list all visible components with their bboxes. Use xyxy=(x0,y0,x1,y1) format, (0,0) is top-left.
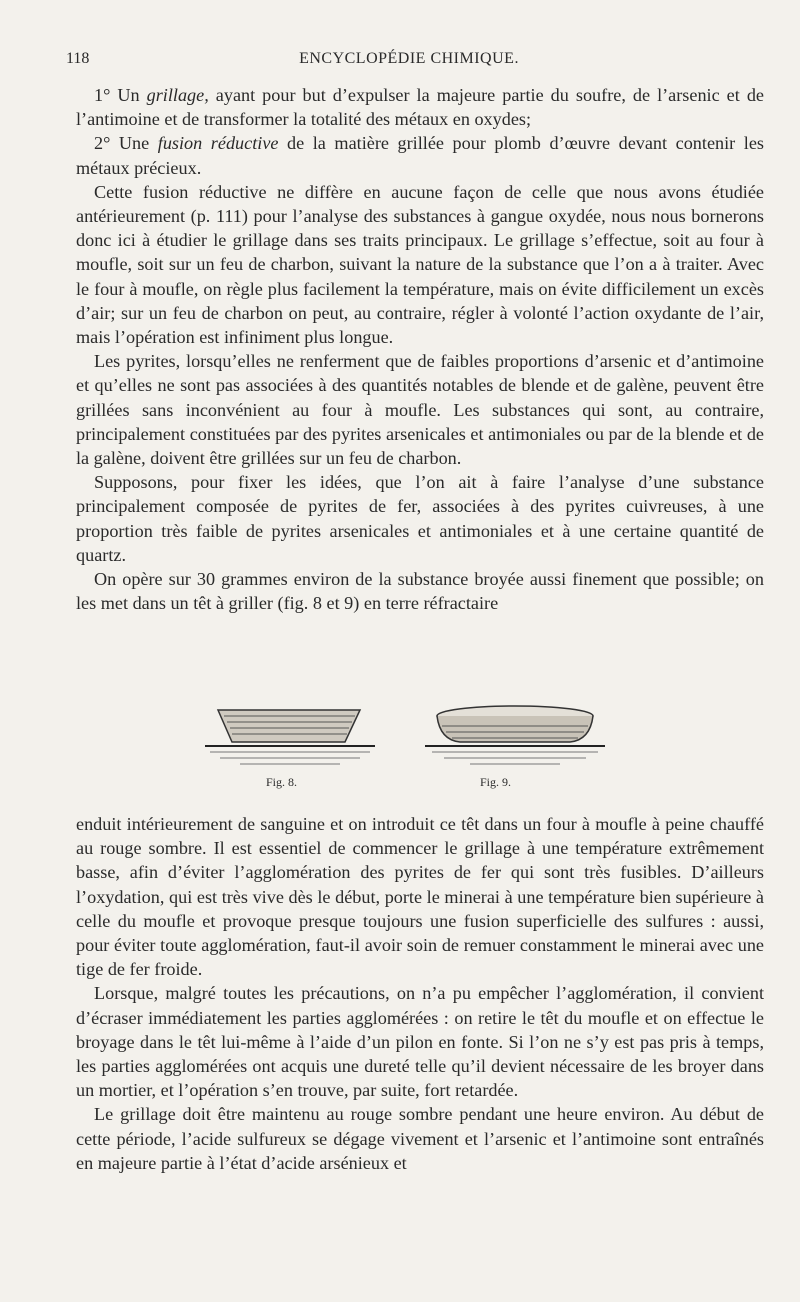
page-number: 118 xyxy=(66,50,90,67)
paragraph: 1° Un grillage, ayant pour but d’expulser la majeure partie du soufre, de l’arsenic et de l’antimoine et de transformer la totalité des métaux en oxydes; xyxy=(76,85,764,130)
paragraph: enduit intérieurement de sanguine et on introduit ce têt dans un four à moufle à peine chauffé au rouge sombre. Il est essentiel de commencer le grillage à une température extrêmement basse, afin d’éviter l’agglomération des pyrites de fer qui sont très fusibles. D’ailleurs l’oxydation, qui est très vive dès le début, porte le minerai à une température bien supérieure à celle du moufle et provoque presque toujours une fusion superficielle des sulfures : aussi, pour éviter toute agglomération, faut-il avoir soin de remuer constamment le minerai avec une tige de fer froide. xyxy=(76,814,764,980)
roasting-dish-side-icon xyxy=(200,702,380,772)
figure-8 xyxy=(200,702,380,789)
paragraph: 2° Une fusion réductive de la matière grillée pour plomb d’œuvre devant contenir les métaux précieux. xyxy=(76,133,764,178)
paragraph: Cette fusion réductive ne diffère en aucune façon de celle que nous avons étudiée antérieurement (p. 111) pour l’analyse des substances à gangue oxydée, nous nous bornerons donc ici à étudier le grillage dans ses traits principaux. Le grillage s’effectue, soit au four à moufle, soit sur un feu de charbon, suivant la nature de la substance que l’on a à traiter. Avec le four à moufle, on règle plus facilement la température, mais on évite difficilement un excès d’air; sur un feu de charbon on peut, au contraire, régler à volonté l’action oxydante de l’air, mais l’opération est infiniment plus longue. xyxy=(76,181,764,348)
figure-9-caption: Fig. 9. xyxy=(480,775,512,789)
paragraph: On opère sur 30 grammes environ de la substance broyée aussi finement que possible; on les met dans un têt à griller (fig. 8 et 9) en terre réfractaire xyxy=(76,569,764,614)
paragraph: Le grillage doit être maintenu au rouge sombre pendant une heure environ. Au début de cette période, l’acide sulfureux se dégage vivement et l’arsenic et l’antimoine sont entraînés en majeure partie à l’état d’acide arsénieux et xyxy=(76,1104,764,1173)
figure-9 xyxy=(420,702,610,789)
figures-row xyxy=(0,700,800,800)
paragraph: Les pyrites, lorsqu’elles ne renferment que de faibles proportions d’arsenic et d’antimoine et qu’elles ne sont pas associées à des quantités notables de blende et de galène, peuvent être grillées sans inconvénient au four à moufle. Les substances qui sont, au contraire, principalement constituées par des pyrites arsenicales et antimoniales ou par de la blende et de la galène, doivent être grillées sur un feu de charbon. xyxy=(76,351,764,469)
roasting-dish-perspective-icon xyxy=(420,702,610,772)
paragraph: Supposons, pour fixer les idées, que l’on ait à faire l’analyse d’une substance principalement composée de pyrites de fer, associées à des pyrites cuivreuses, à une proportion très faible de pyrites arsenicales et antimoniales et à une certaine quantité de quartz. xyxy=(76,472,764,565)
text-block-upper xyxy=(76,83,764,615)
figure-8-caption: Fig. 8. xyxy=(266,775,298,789)
text-block-lower xyxy=(76,812,764,1175)
running-header xyxy=(66,50,752,76)
paragraph: Lorsque, malgré toutes les précautions, on n’a pu empêcher l’agglomération, il convient d’écraser immédiatement les parties agglomérées : on retire le têt du moufle et on effectue le broyage dans le têt lui-même à l’aide d’un pilon en fonte. Si l’on ne s’y est pas pris à temps, les parties agglomérées ont acquis une dureté telle qu’il devient nécessaire de les broyer dans un mortier, et l’opération s’en trouve, par suite, fort retardée. xyxy=(76,983,764,1101)
running-title: ENCYCLOPÉDIE CHIMIQUE. xyxy=(299,50,519,67)
